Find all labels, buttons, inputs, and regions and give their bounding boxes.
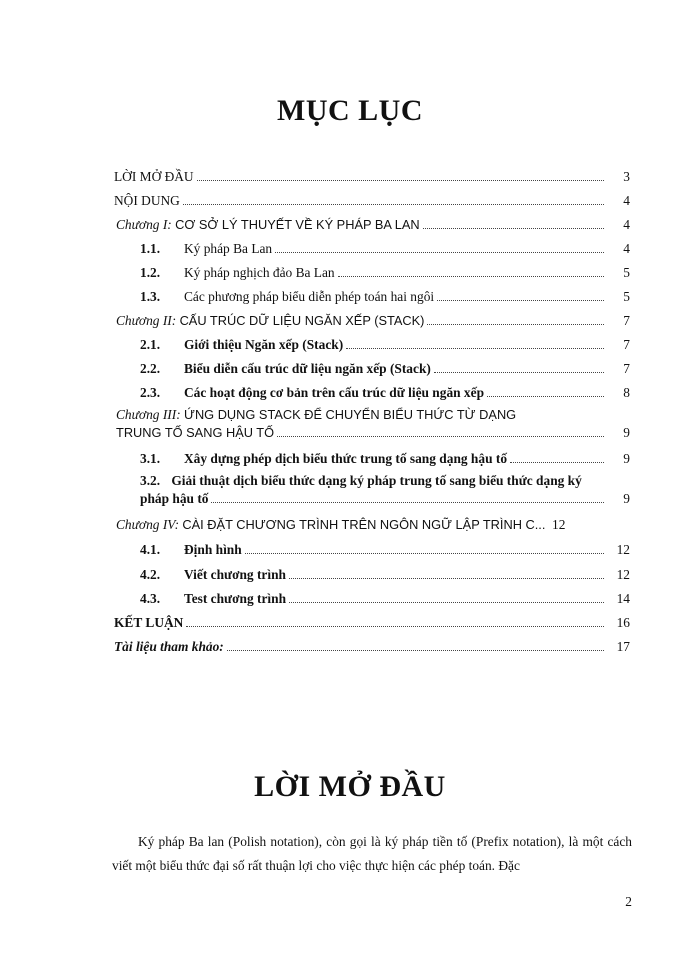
- toc-entry-conclusion[interactable]: [114, 614, 630, 631]
- toc-chapter-2[interactable]: [114, 312, 630, 329]
- toc-page-number: 7: [623, 361, 630, 376]
- toc-page-number: 4: [623, 193, 630, 208]
- section-number: 1.3.: [140, 289, 161, 304]
- toc-section-2-1[interactable]: [140, 336, 630, 353]
- toc-section-3-2-line2[interactable]: [140, 490, 630, 507]
- toc-page-number: 9: [623, 491, 630, 506]
- section-number: 2.3.: [140, 385, 161, 400]
- toc-entry-label: Các hoạt động cơ bản trên cấu trúc dữ liệu ngăn xếp: [184, 385, 485, 400]
- toc-section-1-3[interactable]: [140, 288, 630, 305]
- chapter-title: CƠ SỞ LÝ THUYẾT VỀ KÝ PHÁP BA LAN: [175, 217, 420, 232]
- toc-page-number: 7: [623, 337, 630, 352]
- toc-entry-preface[interactable]: [114, 168, 630, 185]
- toc-entry-label: Định hình: [184, 542, 242, 557]
- toc-page-number: 17: [616, 639, 630, 654]
- toc-page-number: 12: [616, 567, 630, 582]
- toc-section-4-2[interactable]: [140, 566, 630, 583]
- dot-leader: [510, 462, 604, 463]
- toc-entry-label: Tài liệu tham khảo:: [114, 639, 224, 654]
- toc-page-number: 3: [623, 169, 630, 184]
- chapter-prefix: Chương I:: [116, 217, 172, 232]
- toc-entry-label-continued: pháp hậu tố: [140, 491, 209, 506]
- dot-leader: [427, 324, 604, 325]
- dot-leader: [227, 650, 604, 651]
- dot-leader: [434, 372, 604, 373]
- toc-title: MỤC LỤC: [277, 94, 423, 127]
- toc-chapter-1[interactable]: [114, 216, 630, 233]
- preface-heading: LỜI MỞ ĐẦU: [254, 770, 446, 803]
- dot-leader: [346, 348, 604, 349]
- dot-leader: [186, 626, 604, 627]
- toc-page-number: 16: [616, 615, 630, 630]
- dot-leader: [277, 436, 604, 437]
- preface-paragraph: Ký pháp Ba lan (Polish notation), còn gọi là ký pháp tiền tố (Prefix notation), là một cách viết một biểu thức đại số rất thuận lợi cho việc thực hiện các phép toán. Đặc: [112, 834, 632, 873]
- dot-leader: [183, 204, 604, 205]
- toc-entry-label: Viết chương trình: [184, 567, 286, 582]
- dot-leader: [437, 300, 604, 301]
- toc-page-number: 5: [623, 289, 630, 304]
- toc-entry-label: LỜI MỞ ĐẦU: [114, 169, 194, 184]
- toc-page-number: 8: [623, 385, 630, 400]
- toc-page-number: 12: [616, 542, 630, 557]
- section-number: 3.1.: [140, 451, 161, 466]
- chapter-prefix: Chương IV:: [116, 517, 180, 532]
- dot-leader: [289, 578, 604, 579]
- toc-chapter-3-line1[interactable]: [116, 407, 630, 423]
- chapter-title: ỨNG DỤNG STACK ĐỂ CHUYỂN BIỂU THỨC TỪ DẠNG: [184, 407, 517, 422]
- toc-page-number: 4: [623, 217, 630, 232]
- toc-page-number: 12: [552, 517, 566, 532]
- toc-section-3-2-line1[interactable]: [140, 473, 632, 489]
- toc-section-3-1[interactable]: [140, 450, 630, 467]
- section-number: 1.2.: [140, 265, 161, 280]
- toc-entry-label: Xây dựng phép dịch biểu thức trung tố sang dạng hậu tố: [184, 451, 508, 466]
- section-number: 4.1.: [140, 542, 161, 557]
- chapter-title: CẤU TRÚC DỮ LIỆU NGĂN XẾP (STACK): [179, 313, 425, 328]
- toc-entry-label: KẾT LUẬN: [114, 615, 184, 630]
- toc-entry-label: Giới thiệu Ngăn xếp (Stack): [184, 337, 344, 352]
- dot-leader: [211, 502, 604, 503]
- dot-leader: [289, 602, 604, 603]
- section-number: 2.2.: [140, 361, 161, 376]
- section-number: 1.1.: [140, 241, 161, 256]
- chapter-prefix: Chương III:: [116, 407, 181, 422]
- dot-leader: [487, 396, 604, 397]
- toc-entry-references[interactable]: [114, 638, 630, 655]
- toc-page-number: 7: [623, 313, 630, 328]
- toc-section-1-1[interactable]: [140, 240, 630, 257]
- toc-section-2-3[interactable]: [140, 384, 630, 401]
- toc-entry-label: NỘI DUNG: [114, 193, 180, 208]
- toc-page-number: 9: [623, 451, 630, 466]
- chapter-title: CÀI ĐẶT CHƯƠNG TRÌNH TRÊN NGÔN NGỮ LẬP TRÌNH C...: [182, 517, 546, 532]
- toc-entry-label: Các phương pháp biểu diễn phép toán hai ngôi: [184, 289, 435, 304]
- toc-chapter-4[interactable]: [114, 516, 630, 533]
- toc-page-number: 14: [616, 591, 630, 606]
- section-number: 3.2.: [140, 473, 161, 488]
- toc-section-1-2[interactable]: [140, 264, 630, 281]
- toc-entry-content[interactable]: [114, 192, 630, 209]
- toc-section-4-3[interactable]: [140, 590, 630, 607]
- toc-chapter-3-line2[interactable]: [116, 424, 630, 441]
- toc-page-number: 5: [623, 265, 630, 280]
- toc-section-2-2[interactable]: [140, 360, 630, 377]
- dot-leader: [245, 553, 604, 554]
- section-number: 4.3.: [140, 591, 161, 606]
- toc-section-4-1[interactable]: [140, 541, 630, 558]
- dot-leader: [423, 228, 604, 229]
- dot-leader: [275, 252, 604, 253]
- chapter-prefix: Chương II:: [116, 313, 177, 328]
- toc-entry-label: Biểu diễn cấu trúc dữ liệu ngăn xếp (Stack): [184, 361, 431, 376]
- section-number: 4.2.: [140, 567, 161, 582]
- chapter-title-continued: TRUNG TỐ SANG HẬU TỐ: [116, 425, 275, 440]
- dot-leader: [197, 180, 604, 181]
- dot-leader: [338, 276, 604, 277]
- toc-entry-label: Test chương trình: [184, 591, 287, 606]
- toc-page-number: 4: [623, 241, 630, 256]
- toc-entry-label: Giải thuật dịch biểu thức dạng ký pháp trung tố sang biểu thức dạng ký: [171, 473, 582, 488]
- toc-entry-label: Ký pháp Ba Lan: [184, 241, 273, 256]
- toc-page-number: 9: [623, 425, 630, 440]
- page-number: 2: [625, 894, 632, 909]
- section-number: 2.1.: [140, 337, 161, 352]
- toc-entry-label: Ký pháp nghịch đảo Ba Lan: [184, 265, 335, 280]
